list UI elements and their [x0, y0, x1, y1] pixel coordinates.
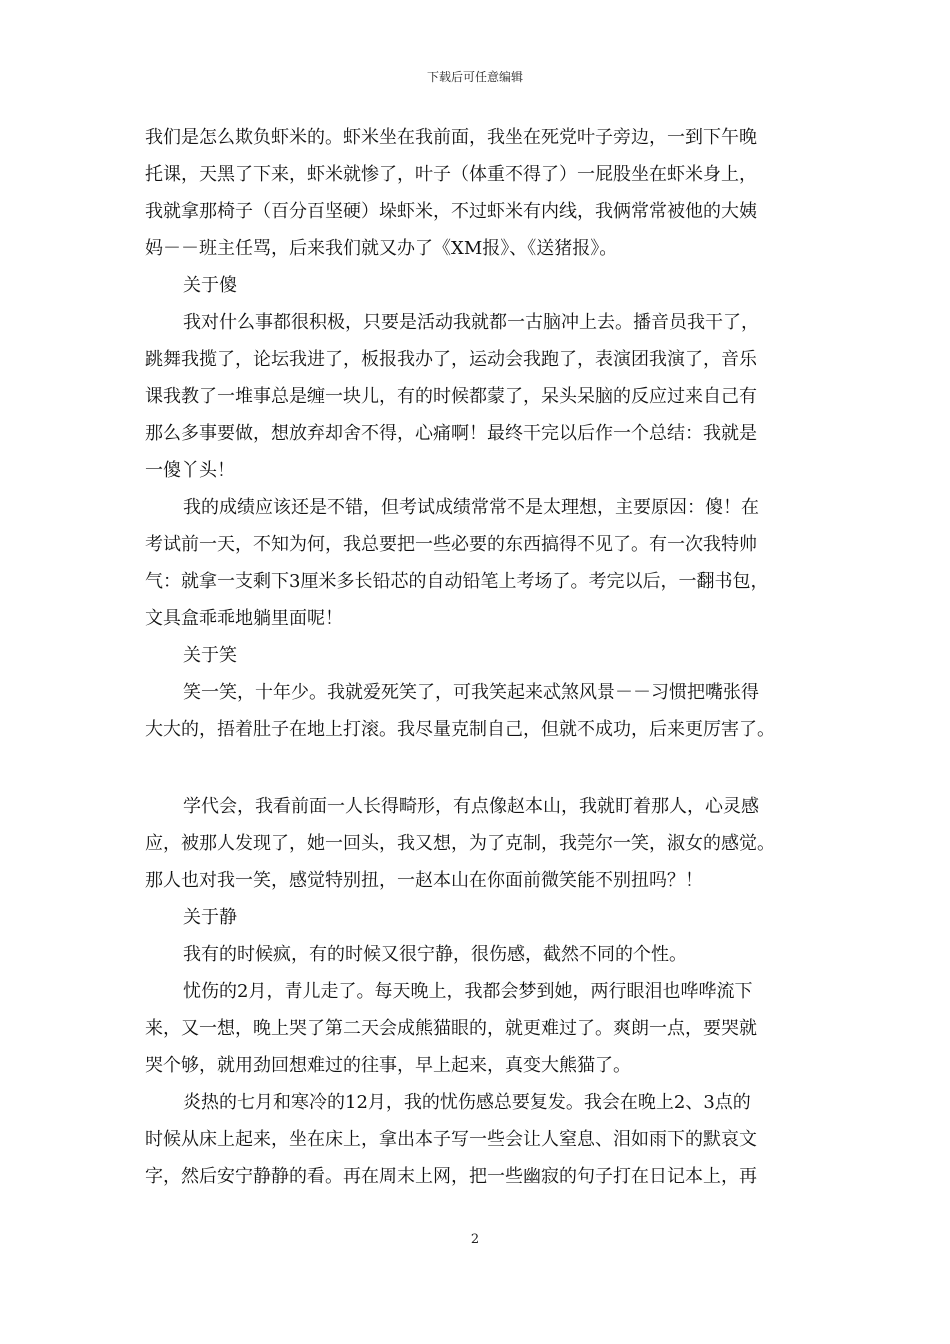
section-heading: 关于笑	[183, 645, 237, 666]
text-line: 应，被那人发现了，她一回头，我又想，为了克制，我莞尔一笑，淑女的感觉。	[145, 833, 775, 854]
page-header: 下载后可任意编辑	[426, 70, 523, 84]
section-heading: 关于傻	[183, 275, 237, 296]
text-line: 我就拿那椅子（百分百坚硬）垛虾米，不过虾米有内线，我俩常常被他的大姨	[145, 201, 757, 222]
text-line: 字，然后安宁静静的看。再在周末上网，把一些幽寂的句子打在日记本上，再	[145, 1166, 757, 1187]
text-line: 文具盒乖乖地躺里面呢！	[145, 608, 343, 629]
text-line: 哭个够，就用劲回想难过的往事，早上起来，真变大熊猫了。	[145, 1055, 631, 1076]
text-line: 妈－－班主任骂，后来我们就又办了《XM报》、《送猪报》。	[145, 238, 618, 259]
paragraph-gap	[145, 748, 810, 788]
text-line: 我对什么事都很积极，只要是活动我就都一古脑冲上去。播音员我干了，	[183, 312, 759, 333]
text-line: 笑一笑，十年少。我就爱死笑了，可我笑起来忒煞风景－－习惯把嘴张得	[183, 682, 759, 703]
text-line: 时候从床上起来，坐在床上，拿出本子写一些会让人窒息、泪如雨下的默哀文	[145, 1129, 757, 1150]
text-line: 考试前一天，不知为何，我总要把一些必要的东西搞得不见了。有一次我特帅	[145, 534, 757, 555]
text-line: 托课，天黑了下来，虾米就惨了，叶子（体重不得了）一屁股坐在虾米身上，	[145, 164, 757, 185]
text-line: 气：就拿一支剩下3厘米多长铅芯的自动铅笔上考场了。考完以后，一翻书包，	[145, 571, 769, 592]
text-line: 我们是怎么欺负虾米的。虾米坐在我前面，我坐在死党叶子旁边，一到下午晚	[145, 127, 757, 148]
document-body	[145, 119, 810, 1195]
page-number: 2	[470, 1232, 480, 1247]
text-line: 学代会，我看前面一人长得畸形，有点像赵本山，我就盯着那人，心灵感	[183, 796, 759, 817]
text-line: 那么多事要做，想放弃却舍不得，心痛啊！最终干完以后作一个总结：我就是	[145, 423, 757, 444]
text-line: 忧伤的2月，青儿走了。每天晚上，我都会梦到她，两行眼泪也哗哗流下	[183, 981, 753, 1002]
text-line: 跳舞我揽了，论坛我进了，板报我办了，运动会我跑了，表演团我演了，音乐	[145, 349, 757, 370]
section-heading: 关于静	[183, 907, 237, 928]
text-line: 我有的时候疯，有的时候又很宁静，很伤感，截然不同的个性。	[183, 944, 687, 965]
text-line: 我的成绩应该还是不错，但考试成绩常常不是太理想，主要原因：傻！在	[183, 497, 759, 518]
text-line: 大大的，捂着肚子在地上打滚。我尽量克制自己，但就不成功，后来更厉害了。	[145, 719, 775, 740]
text-line: 炎热的七月和寒冷的12月，我的忧伤感总要复发。我会在晚上2、3点的	[183, 1092, 751, 1113]
text-line: 课我教了一堆事总是缠一块儿，有的时候都蒙了，呆头呆脑的反应过来自己有	[145, 386, 757, 407]
text-line: 那人也对我一笑，感觉特别扭，一赵本山在你面前微笑能不别扭吗？！	[145, 870, 703, 891]
text-line: 来，又一想，晚上哭了第二天会成熊猫眼的，就更难过了。爽朗一点，要哭就	[145, 1018, 757, 1039]
text-line: 一傻丫头！	[145, 460, 235, 481]
